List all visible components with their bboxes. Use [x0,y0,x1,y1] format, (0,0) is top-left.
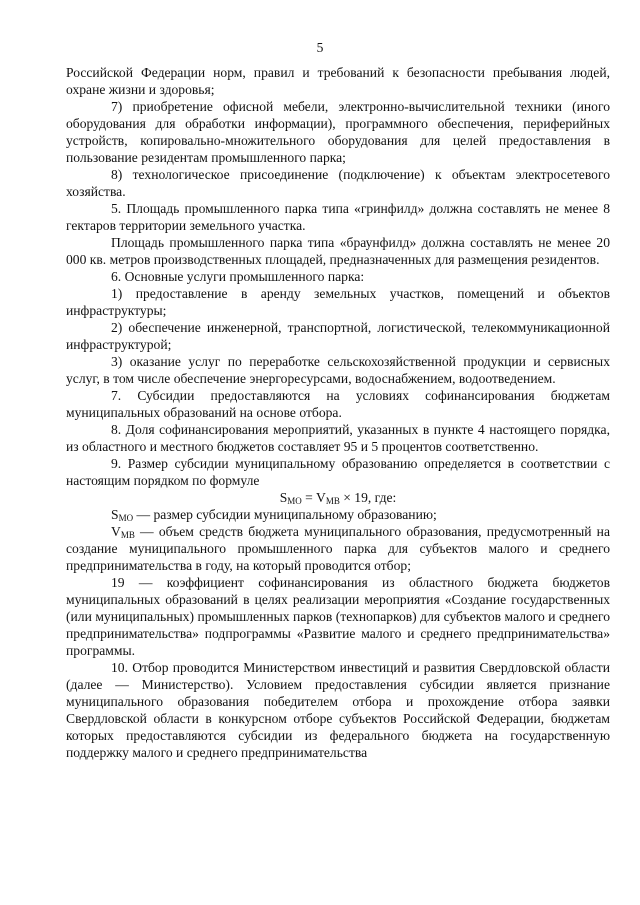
paragraph: 7. Субсидии предоставляются на условиях софинансирования бюджетам муниципальных образований на основе отбора. [66,388,610,420]
paragraph: 10. Отбор проводится Министерством инвестиций и развития Свердловской области (далее — Министерство). Условием предоставления субсидии является признание муниципального образования победителем отбора и прохождение отбора заявки Свердловской области в конкурсном отборе субъектов Российской Федерации, бюджетам которых предоставляются субсидии из федерального бюджета на государственную поддержку малого и среднего предпринимательства [66,660,610,760]
definition-smo: $S_{MO}$ — размер субсидии муниципальному образованию; [111,507,437,523]
paragraph: 8) технологическое присоединение (подключение) к объектам электросетевого хозяйства. [66,167,610,199]
paragraph: Российской Федерации норм, правил и требований к безопасности пребывания людей, охране жизни и здоровья; [66,65,610,97]
definition-vmb: $V_{MB}$ — объем средств бюджета муниципального образования, предусмотренный на создание муниципального промышленного парка для субъектов малого и среднего предпринимательства в году, на который проводится отбор; [66,524,610,573]
paragraph: 6. Основные услуги промышленного парка: [111,269,365,284]
paragraph: 9. Размер субсидии муниципальному образованию определяется в соответствии с настоящим порядком по формуле [66,456,610,488]
paragraph: Площадь промышленного парка типа «браунфилд» должна составлять не менее 20 000 кв. метров производственных площадей, предназначенных для размещения резидентов. [66,235,610,267]
document-body [66,64,610,761]
paragraph: 2) обеспечение инженерной, транспортной, логистической, телекоммуникационной инфраструктурой; [66,320,610,352]
paragraph: 7) приобретение офисной мебели, электронно-вычислительной техники (иного оборудования для обработки информации), программного обеспечения, периферийных устройств, копировально-множительного оборудования для целей предоставления в пользование резидентам промышленного парка; [66,99,610,165]
paragraph: 5. Площадь промышленного парка типа «гринфилд» должна составлять не менее 8 гектаров территории земельного участка. [66,201,610,233]
page-number: 5 [316,40,324,55]
paragraph: 1) предоставление в аренду земельных участков, помещений и объектов инфраструктуры; [66,286,610,318]
paragraph: 8. Доля софинансирования мероприятий, указанных в пункте 4 настоящего порядка, из областного и местного бюджетов составляет 95 и 5 процентов соответственно. [66,422,610,454]
paragraph: 19 — коэффициент софинансирования из областного бюджета бюджетов муниципальных образований в целях реализации мероприятия «Создание государственных (или муниципальных) промышленных парков (технопарков) для субъектов малого и среднего предпринимательства» подпрограммы «Развитие малого и среднего предпринимательства» программы. [66,575,610,658]
formula: $S_{MO} = V_{MB} \times 19$, где: [279,490,397,506]
paragraph: 3) оказание услуг по переработке сельскохозяйственной продукции и сервисных услуг, в том числе обеспечение энергоресурсами, водоснабжением, водоотведением. [66,354,610,386]
